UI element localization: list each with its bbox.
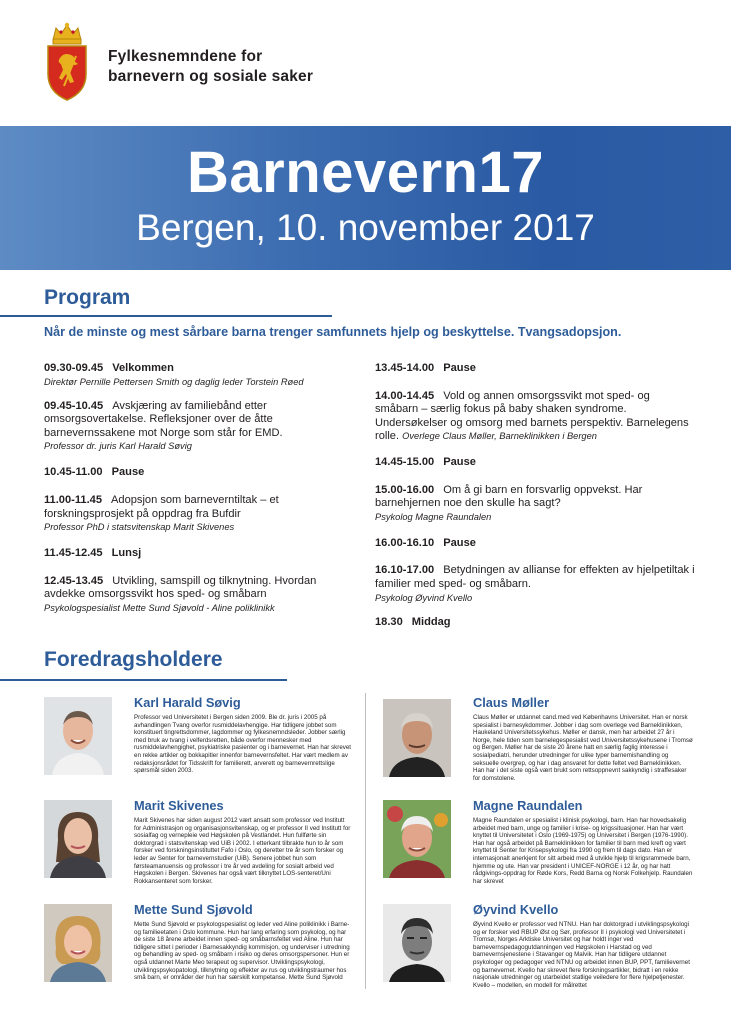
program-time: 16.00-16.10 bbox=[375, 536, 435, 549]
program-title: Lunsj bbox=[111, 547, 142, 560]
speaker-name: Magne Raundalen bbox=[473, 798, 583, 813]
program-speaker: Psykolog Magne Raundalen bbox=[375, 511, 492, 522]
program-time: 14.00-14.45 bbox=[375, 389, 435, 402]
program-item bbox=[375, 362, 695, 376]
program-right-column bbox=[375, 362, 695, 638]
speakers-heading: Foredragsholdere bbox=[44, 648, 223, 671]
speaker-name: Øyvind Kvello bbox=[473, 902, 559, 917]
portrait-icon bbox=[383, 699, 451, 777]
speaker-name: Karl Harald Søvig bbox=[134, 695, 241, 710]
speaker-photo bbox=[383, 699, 451, 777]
program-rule bbox=[0, 315, 332, 317]
speakers-rule bbox=[0, 679, 287, 681]
portrait-icon bbox=[44, 697, 112, 775]
program-speaker: Psykolog Øyvind Kvello bbox=[375, 592, 473, 603]
program-item bbox=[375, 537, 695, 551]
speakers-divider bbox=[365, 693, 366, 989]
program-item bbox=[44, 362, 344, 388]
program-time: 15.00-16.00 bbox=[375, 483, 435, 496]
program-title: Adopsjon som barneverntiltak – et forskningsprosjekt på oppdrag fra Bufdir bbox=[44, 493, 279, 520]
organization-name bbox=[108, 47, 313, 87]
program-speaker: Professor dr. juris Karl Harald Søvig bbox=[44, 441, 192, 452]
speaker-bio: Øyvind Kvello er professor ved NTNU. Han har doktorgrad i utviklingspsykologi og er forsker ved RBUP Øst og Sør, professor II i psykologi ved Universitetet i Tromsø, Norges Arktiske Universitet og har holdt inger ved barnevernspedagogutdanningen ved Høgskolen i Harstad og ved barnevernsjenestene i Stavanger og Malvik. Han har tidligere utdannet psykologer og pedagoger ved NTNU og arbeidet innen BUP, PPT, familievernet og barnevernet. Kvello har skrevet flere forskningsartikler, bidratt i en rekke nasjonale utredninger og utarbeidet statlige veiledere for flere hjelpetjenester. Kvello – modellen, en modell for målrettet bbox=[473, 921, 690, 989]
program-title: Velkommen bbox=[112, 362, 174, 374]
program-left-column bbox=[44, 362, 344, 623]
program-item bbox=[44, 547, 344, 561]
program-speaker: Psykologspesialist Mette Sund Sjøvold - Aline poliklinikk bbox=[44, 602, 275, 613]
portrait-icon bbox=[44, 800, 112, 878]
program-item bbox=[375, 484, 695, 523]
program-item bbox=[44, 494, 344, 533]
speaker-bio: Professor ved Universitetet i Bergen siden 2009. Ble dr. juris i 2005 på avhandlingen Tvang overfor rusmiddelavhengige. Har tidligere jobbet som konstituert tingrettsdommer, lagdommer og fylkesnemndsleder. Jobber særlig med bruk av tvang i velferdsretten, både overfor mennesker med rusmiddelavhengighet, psykiatriske pasienter og i barnevernet. Han har skrevet en rekke artikler og bokkapitler innenfor barnevernsfeltet. Har vært medlem av redaksjonsrådet for Tidsskrift for familierett, arverett og barnevernrettslige spørsmål siden 2003. bbox=[134, 714, 352, 775]
portrait-icon bbox=[383, 904, 451, 982]
speaker-bio: Marit Skivenes har siden august 2012 vært ansatt som professor ved Institutt for Administrasjon og organisasjonsvitenskap, og er professor II ved Institutt for sosialfag og vernepleie ved Høgskolen på Vestlandet. Hun fullførte sin doktorgrad i statsvitenskap ved UiB i 2002. I etterkant tilbrakte hun to år som forsker ved forskningsinstituttet Fafo i Oslo, og deretter tre år som forsker og leder av Senter for barnevernstudier (UiB). Senere jobbet hun som førsteamanuensis og professor i tre år ved avdeling for sosialt arbeid ved Høgskolen i Bergen. Skivenes har også vært tilknyttet LOS-senteret/Uni Rokkansenteret som forsker. bbox=[134, 817, 351, 885]
program-time: 11.45-12.45 bbox=[44, 547, 103, 560]
program-time: 13.45-14.00 bbox=[375, 362, 435, 374]
program-time: 14.45-15.00 bbox=[375, 455, 435, 468]
program-title: Betydningen av allianse for effekten av hjelpetiltak i familier med sped- og småbarn. bbox=[375, 564, 695, 590]
program-item bbox=[375, 616, 695, 630]
program-title: Pause bbox=[443, 455, 476, 468]
speaker-bio: Claus Møller er utdannet cand.med ved Københavns Universitet. Han er norsk spesialist i barnesykdommer. Jobber i dag som overlege ved Barneklinikken, Haukeland Universitetssykehus. Møller er dansk, men har arbeidet 27 år i Norge, hele tiden som barnelegespesialist ved Universitetssykehusene i Tromsø og Bergen. Møller har de siste 20 årene hatt en særlig faglig interesse i sosialpediatri, herunder utredninger for ulike typer barnemishandling og seksuelle overgrep, og har i dag ansvaret for dette feltet ved Barneklinikken. Han har i det siste også vært brukt som rettsoppnevnt sakkyndig i straffesaker for domstolene. bbox=[473, 714, 693, 782]
program-time: 10.45-11.00 bbox=[44, 466, 103, 479]
program-time: 09.30-09.45 bbox=[44, 362, 104, 374]
speaker-bio: Magne Raundalen er spesialist i klinisk psykologi, barn. Han har hovedsakelig arbeidet med barn, unge og familier i krise- og krigssituasjoner. Han har vært knyttet til Universitetet i Oslo (1969-1975) og Universitet i Bergen (1976-1990). Han har også arbeidet på Barneklinikken for familier til barn med kreft og vært knyttet til Senter for Krisepsykologi fra 1990 og frem til dags dato. Han er internasjonalt anerkjent for sitt arbeid med å utvikle hjelp til krigsrammede barn, hjemme og ute. Han var president i UNICEF-NORGE i 12 år, og har hatt rådgivings-oppdrag for Røde Kors, Redd Barna og Norsk Folkehjelp. Raundalen har skrevet bbox=[473, 817, 693, 885]
program-title: Pause bbox=[111, 466, 145, 479]
norway-coat-of-arms-icon bbox=[44, 22, 90, 102]
speaker-name: Mette Sund Sjøvold bbox=[134, 902, 253, 917]
program-item bbox=[44, 575, 344, 614]
speaker-photo bbox=[383, 904, 451, 982]
program-time: 11.00-11.45 bbox=[44, 493, 102, 506]
program-time: 12.45-13.45 bbox=[44, 574, 104, 587]
program-time: 18.30 bbox=[375, 615, 403, 628]
speaker-photo bbox=[44, 697, 112, 775]
program-title: Avskjæring av familiebånd etter omsorgsovertakelse. Refleksjoner over de åtte barnevernssakene mot Norge som står for EMD. bbox=[44, 399, 283, 439]
program-item bbox=[375, 456, 695, 470]
program-item bbox=[375, 564, 695, 603]
program-title: Vold og annen omsorgssvikt mot sped- og småbarn – særlig fokus på baby shaken syndrome. Undersøkelser og omsorg med barnets perspektiv. Barnelegens rolle. bbox=[375, 389, 689, 443]
program-speaker: Direktør Pernille Pettersen Smith og daglig leder Torstein Røed bbox=[44, 376, 304, 387]
speaker-bio: Mette Sund Sjøvold er psykologspesialist og leder ved Aline poliklinikk i Barne- og familieetaten i Oslo kommune. Hun har lang erfaring som psykolog, og har de siste 18 årene arbeidet innen sped- og småbarnsfeltet ved Aline. Hun har tidligere sittet i perioder i Barnesakkyndig kommisjon, og underviser i utredning og behandling av sped- og småbarn i risiko og deres omsorgspersoner. Hun er også utdannet Marte Meo terapeut og supervisor. Utviklingspsykologi, utviklingspsykopatologi, tilknytning og effekter av rus og utviklingstraumer hos små barn, er områder der hun har særskilt kompetanse. Mette Sund Sjøvold bbox=[134, 921, 350, 982]
speaker-photo bbox=[44, 904, 112, 982]
event-title: Barnevern17 bbox=[187, 140, 544, 205]
portrait-icon bbox=[383, 800, 451, 878]
program-item bbox=[44, 400, 344, 453]
program-title: Pause bbox=[443, 362, 476, 374]
program-title: Pause bbox=[443, 536, 476, 549]
org-line-1: Fylkesnemndene for bbox=[108, 48, 263, 65]
speaker-name: Marit Skivenes bbox=[134, 798, 224, 813]
program-time: 16.10-17.00 bbox=[375, 564, 435, 577]
program-time: 09.45-10.45 bbox=[44, 399, 104, 412]
speaker-photo bbox=[44, 800, 112, 878]
program-title: Utvikling, samspill og tilknytning. Hvordan avdekke omsorgssvikt hos sped- og småbarn bbox=[44, 574, 317, 601]
org-line-2: barnevern og sosiale saker bbox=[108, 68, 314, 85]
event-subtitle: Bergen, 10. november 2017 bbox=[136, 207, 595, 248]
page-header bbox=[0, 0, 731, 126]
speaker-photo bbox=[383, 800, 451, 878]
program-speaker: Professor PhD i statsvitenskap Marit Skivenes bbox=[44, 522, 235, 533]
program-speaker: Overlege Claus Møller, Barneklinikken i Bergen bbox=[402, 431, 597, 442]
program-item bbox=[375, 390, 695, 444]
program-heading: Program bbox=[44, 286, 131, 309]
program-title: Om å gi barn en forsvarlig oppvekst. Har barnehjernen noe den skulle ha sagt? bbox=[375, 483, 643, 510]
portrait-icon bbox=[44, 904, 112, 982]
program-tagline: Når de minste og mest sårbare barna trenger samfunnets hjelp og beskyttelse. Tvangsadopsjon. bbox=[44, 325, 622, 339]
program-title: Middag bbox=[411, 615, 451, 628]
speaker-name: Claus Møller bbox=[473, 695, 550, 710]
program-item bbox=[44, 466, 344, 480]
